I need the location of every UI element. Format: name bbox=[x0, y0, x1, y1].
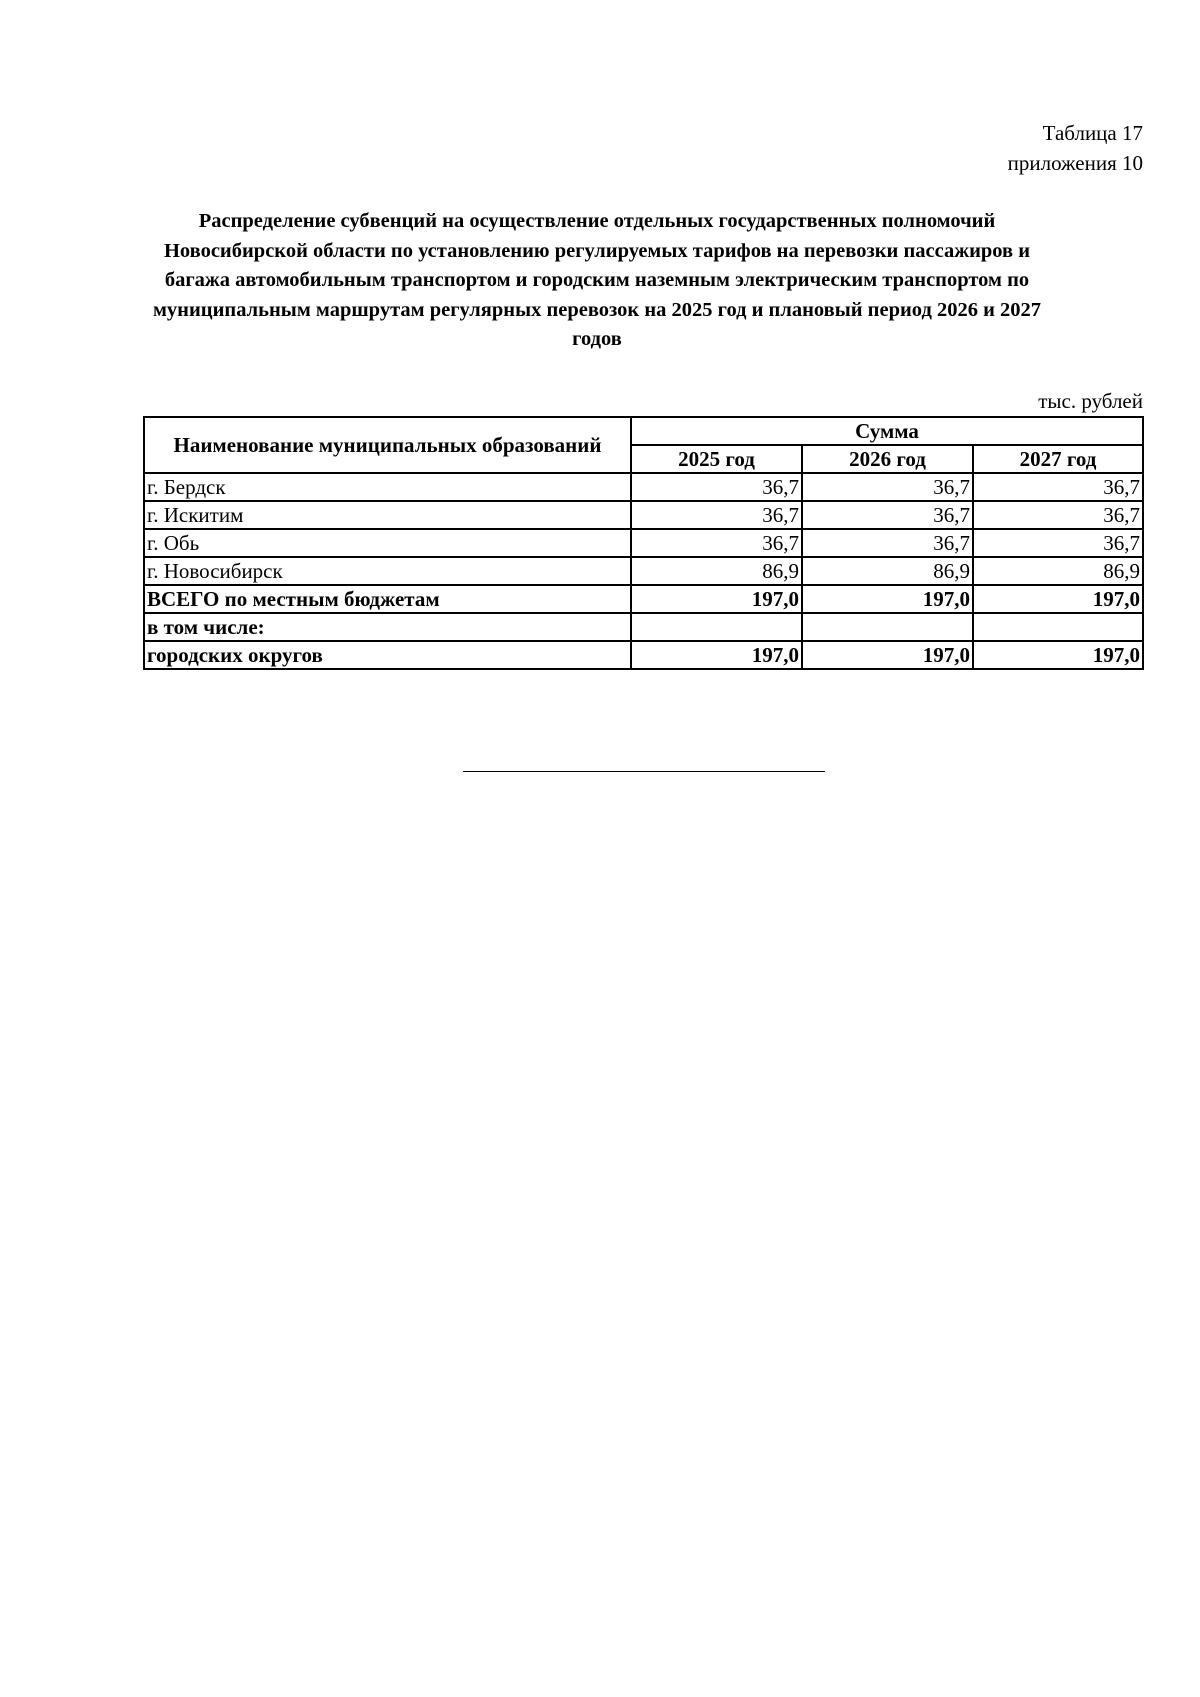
including-label: в том числе: bbox=[144, 613, 631, 641]
table-row bbox=[144, 501, 1143, 529]
total-2026: 197,0 bbox=[802, 585, 973, 613]
table-row bbox=[144, 529, 1143, 557]
value-2025: 36,7 bbox=[631, 529, 802, 557]
total-row bbox=[144, 585, 1143, 613]
including-2026 bbox=[802, 613, 973, 641]
municipality-column-header: Наименование муниципальных образований bbox=[144, 417, 631, 473]
value-2026: 36,7 bbox=[802, 473, 973, 501]
total-label: ВСЕГО по местным бюджетам bbox=[144, 585, 631, 613]
urban-districts-2025: 197,0 bbox=[631, 641, 802, 669]
total-2025: 197,0 bbox=[631, 585, 802, 613]
urban-districts-label: городских округов bbox=[144, 641, 631, 669]
value-2026: 36,7 bbox=[802, 529, 973, 557]
including-2027 bbox=[973, 613, 1143, 641]
year-header-2027: 2027 год bbox=[973, 445, 1143, 473]
value-2027: 36,7 bbox=[973, 473, 1143, 501]
urban-districts-row bbox=[144, 641, 1143, 669]
municipality-name: г. Обь bbox=[144, 529, 631, 557]
year-header-2026: 2026 год bbox=[802, 445, 973, 473]
end-separator-line bbox=[463, 771, 825, 772]
value-2027: 36,7 bbox=[973, 501, 1143, 529]
value-2025: 36,7 bbox=[631, 473, 802, 501]
urban-districts-2026: 197,0 bbox=[802, 641, 973, 669]
municipality-name: г. Искитим bbox=[144, 501, 631, 529]
including-row bbox=[144, 613, 1143, 641]
value-2027: 36,7 bbox=[973, 529, 1143, 557]
units-label: тыс. рублей bbox=[1038, 389, 1143, 413]
year-header-2025: 2025 год bbox=[631, 445, 802, 473]
subventions-table bbox=[143, 416, 1144, 670]
value-2027: 86,9 bbox=[973, 557, 1143, 585]
table-row bbox=[144, 557, 1143, 585]
total-2027: 197,0 bbox=[973, 585, 1143, 613]
value-2026: 86,9 bbox=[802, 557, 973, 585]
table-row bbox=[144, 473, 1143, 501]
value-2026: 36,7 bbox=[802, 501, 973, 529]
table-number: Таблица 17 bbox=[1042, 121, 1143, 145]
urban-districts-2027: 197,0 bbox=[973, 641, 1143, 669]
sum-column-header: Сумма bbox=[631, 417, 1143, 445]
municipality-name: г. Бердск bbox=[144, 473, 631, 501]
municipality-name: г. Новосибирск bbox=[144, 557, 631, 585]
including-2025 bbox=[631, 613, 802, 641]
value-2025: 36,7 bbox=[631, 501, 802, 529]
appendix-reference: приложения 10 bbox=[1007, 151, 1143, 175]
table-header-row bbox=[144, 417, 1143, 445]
document-title: Распределение субвенций на осуществление отдельных государственных полномочий Новосибирской области по установлению регулируемых тарифов на перевозки пассажиров и багажа автомобильным транспортом и городским наземным электрическим транспортом по муниципальным маршрутам регулярных перевозок на 2025 год и плановый период 2026 и 2027 годов bbox=[152, 210, 1042, 350]
table-reference bbox=[1008, 118, 1143, 178]
value-2025: 86,9 bbox=[631, 557, 802, 585]
